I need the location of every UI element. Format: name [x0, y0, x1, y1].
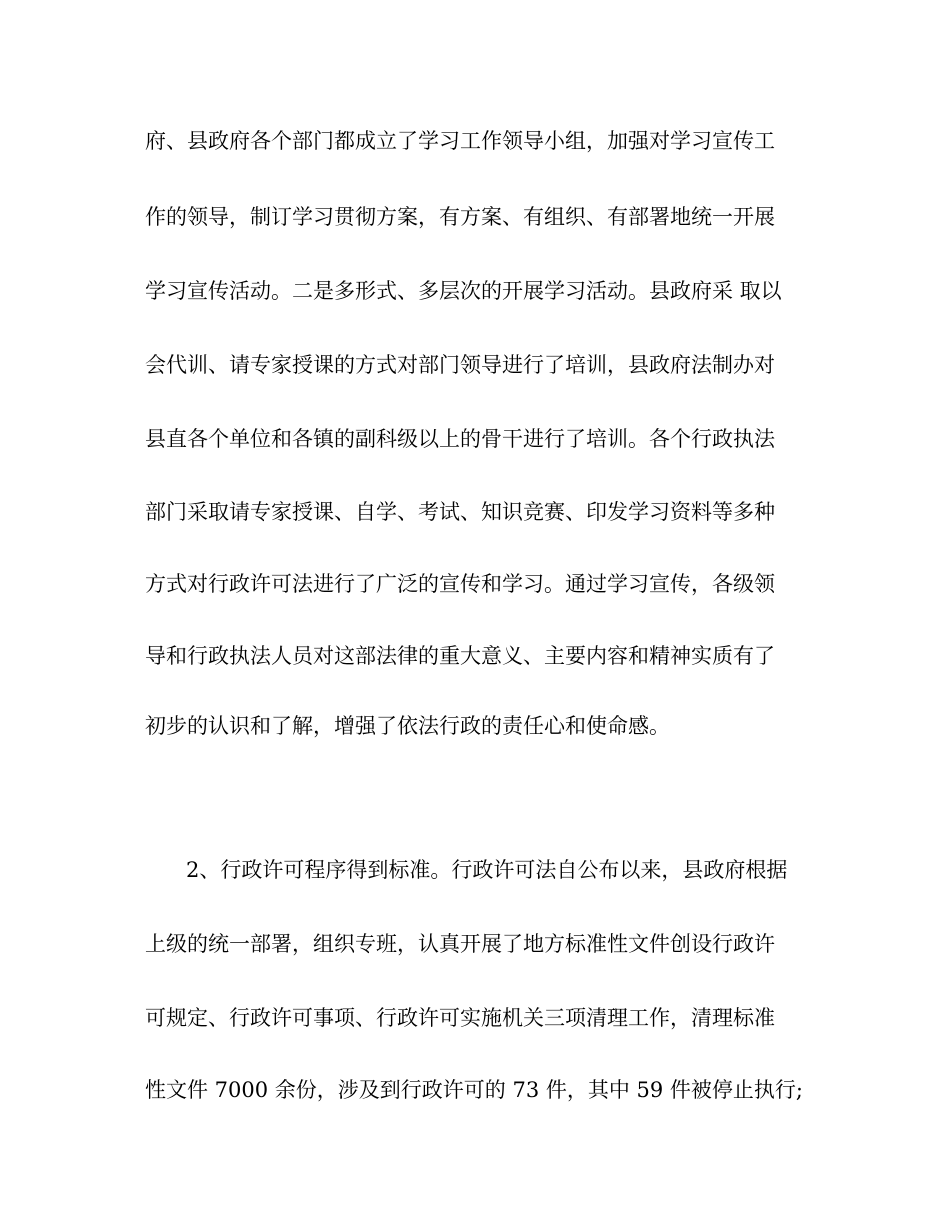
paragraph-2-line-2: 上级的统一部署，组织专班，认真开展了地方标准性文件创设行政许: [145, 932, 775, 956]
paragraph-1-line-4: 会代训、请专家授课的方式对部门领导进行了培训，县政府法制办对: [145, 353, 775, 377]
paragraph-1-line-7: 方式对行政许可法进行了广泛的宣传和学习。通过学习宣传，各级领: [145, 572, 775, 596]
paragraph-2-line-3: 可规定、行政许可事项、行政许可实施机关三项清理工作，清理标准: [145, 1006, 775, 1030]
paragraph-1-line-2: 作的领导，制订学习贯彻方案，有方案、有组织、有部署地统一开展: [145, 205, 775, 229]
paragraph-1-line-3: 学习宣传活动。二是多形式、多层次的开展学习活动。县政府采 取以: [145, 279, 782, 303]
paragraph-1-line-5: 县直各个单位和各镇的副科级以上的骨干进行了培训。各个行政执法: [145, 427, 775, 451]
paragraph-2-line-1: 2、行政许可程序得到标准。行政许可法自公布以来，县政府根据: [186, 858, 788, 882]
paragraph-2-line-4: 性文件 7000 余份，涉及到行政许可的 73 件，其中 59 件被停止执行;: [145, 1078, 804, 1102]
paragraph-1-line-8: 导和行政执法人员对这部法律的重大意义、主要内容和精神实质有了: [145, 644, 775, 668]
paragraph-1-line-1: 府、县政府各个部门都成立了学习工作领导小组，加强对学习宣传工: [145, 129, 775, 153]
paragraph-1-line-6: 部门采取请专家授课、自学、考试、知识竞赛、印发学习资料等多种: [145, 500, 775, 524]
paragraph-1-line-9: 初步的认识和了解，增强了依法行政的责任心和使命感。: [145, 714, 670, 738]
